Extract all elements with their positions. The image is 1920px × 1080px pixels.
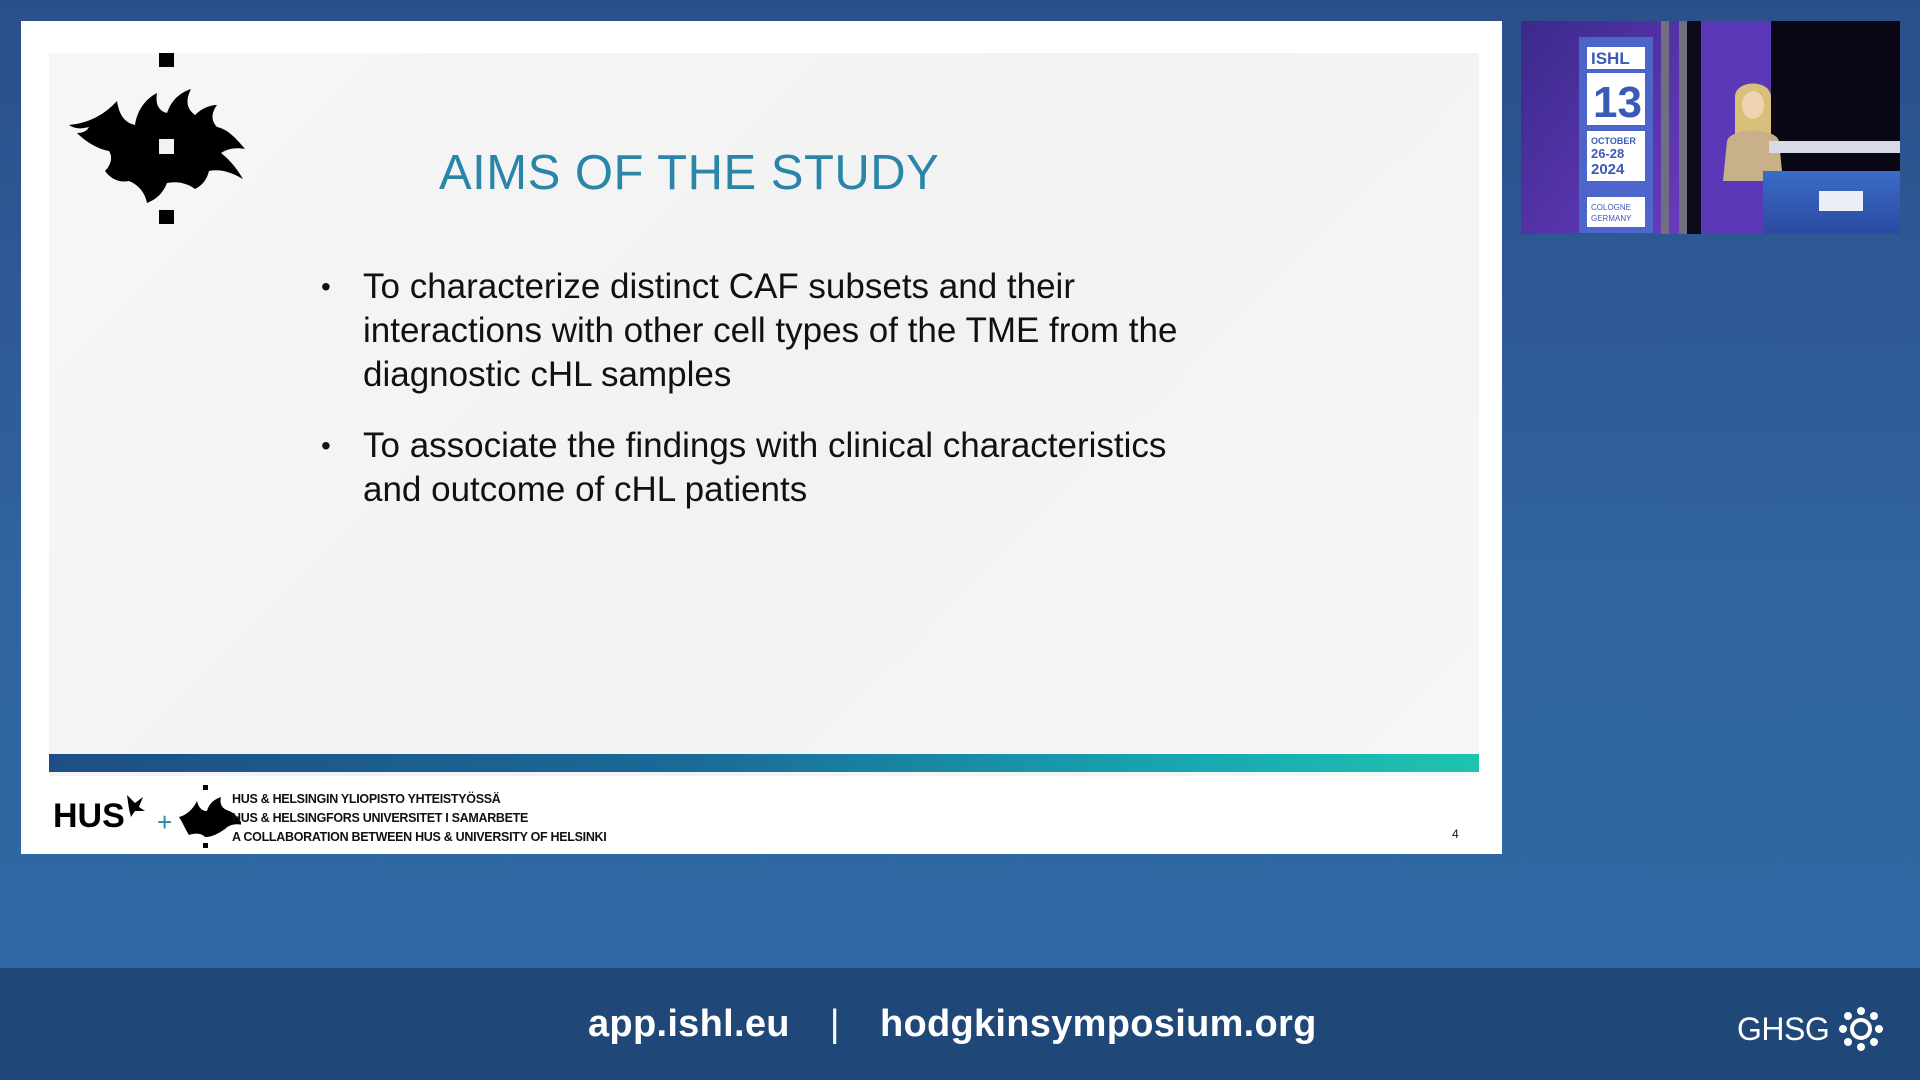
hus-logo — [51, 781, 241, 851]
bullet-dot-icon: • — [321, 271, 331, 302]
footer-line: HUS & HELSINGFORS UNIVERSITET I SAMARBETE — [232, 811, 529, 825]
bullet-item — [321, 424, 1181, 512]
footer-line: HUS & HELSINGIN YLIOPISTO YHTEISTYÖSSÄ — [232, 792, 501, 806]
speaker-video-frame — [1521, 21, 1900, 234]
bullet-list — [321, 265, 1181, 539]
svg-text:+: + — [157, 807, 173, 837]
symposium-link[interactable]: hodgkinsymposium.org — [879, 1003, 1317, 1045]
slide-title: AIMS OF THE STUDY — [439, 146, 940, 200]
banner-links — [588, 1003, 1317, 1046]
slide-accent-bar — [49, 754, 1479, 772]
bullet-text: To characterize distinct CAF subsets and their interactions with other cell types of the TME from the diagnostic cHL samples — [363, 267, 1178, 394]
footer-collaboration-text — [232, 790, 606, 847]
speaker-video[interactable] — [1521, 21, 1900, 234]
ishl-banner-country: GERMANY — [1591, 214, 1632, 223]
university-flame-logo — [59, 53, 255, 233]
ishl-banner-number: 13 — [1593, 78, 1642, 127]
bullet-item — [321, 265, 1181, 397]
ishl-banner-year: 2024 — [1591, 161, 1625, 178]
ghsg-logo — [1737, 1005, 1885, 1053]
bullet-dot-icon: • — [321, 430, 331, 461]
bullet-text: To associate the findings with clinical characteristics and outcome of cHL patients — [363, 426, 1167, 509]
link-separator: | — [829, 1003, 840, 1045]
ishl-banner-text: ISHL — [1591, 49, 1630, 68]
slide-page-number: 4 — [1452, 827, 1459, 841]
app-link[interactable]: app.ishl.eu — [588, 1003, 790, 1045]
hus-logo-text: HUS — [53, 797, 125, 835]
ishl-banner-city: COLOGNE — [1591, 203, 1632, 212]
ishl-banner-days: 26-28 — [1591, 146, 1625, 161]
ghsg-logo-text: GHSG — [1737, 1010, 1830, 1047]
ghsg-emblem-icon — [1837, 1005, 1885, 1053]
ishl-banner-month: OCTOBER — [1591, 136, 1636, 146]
presentation-slide — [21, 21, 1502, 854]
footer-line: A COLLABORATION BETWEEN HUS & UNIVERSITY OF HELSINKI — [232, 830, 607, 844]
